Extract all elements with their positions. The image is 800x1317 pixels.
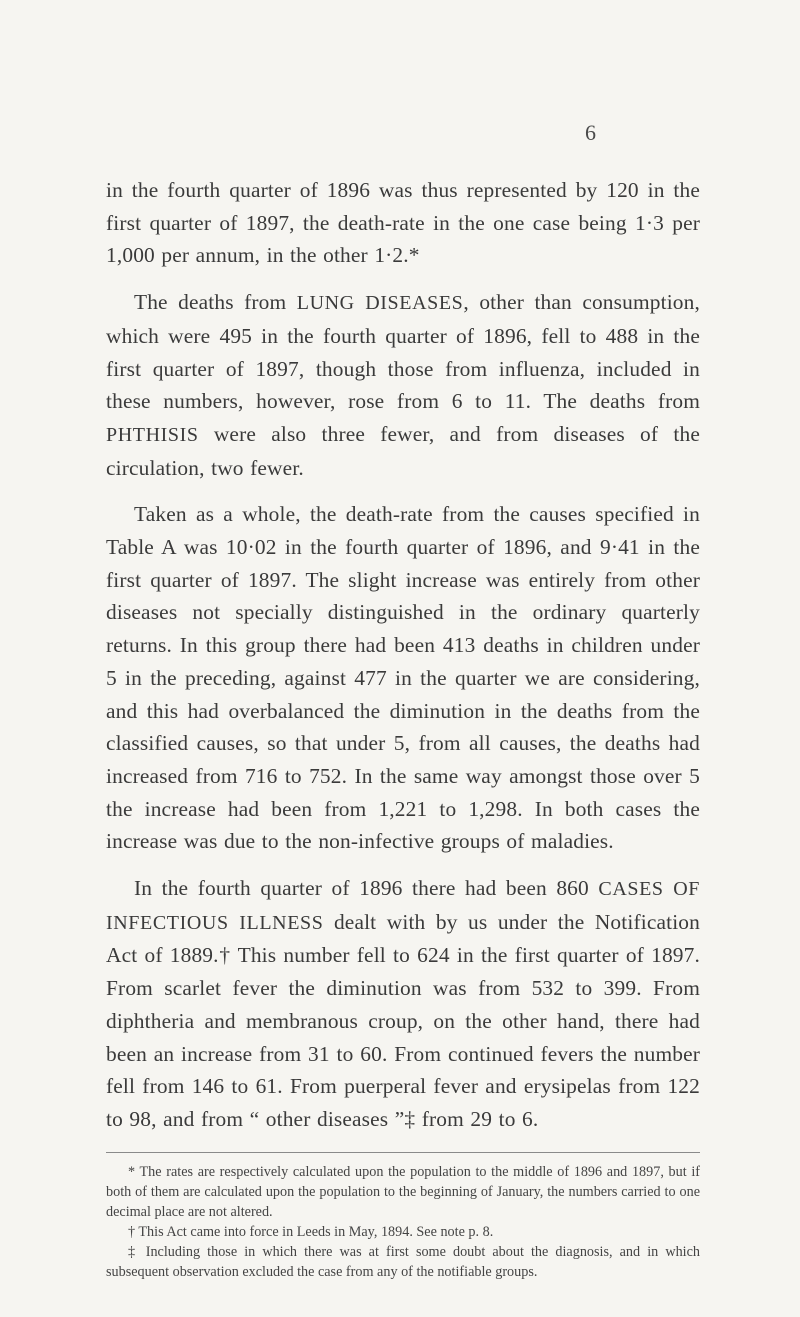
- paragraph-3: Taken as a whole, the death-rate from the causes specified in Table A was 10·02 in the fourth quarter of 1896, and 9·41 in the first quarter of 1897. The slight increase was entirely from other diseases not specially distinguished in the ordinary quarterly returns. In this group there had been 413 deaths in children under 5 in the preceding, against 477 in the quarter we are considering, and this had overbalanced the diminution in the deaths from the classified causes, so that under 5, from all causes, the deaths had increased from 716 to 752. In the same way amongst those over 5 the increase had been from 1,221 to 1,298. In both cases the increase was due to the non-infective groups of maladies.: [106, 502, 700, 854]
- heading-phthisis: PHTHISIS: [106, 423, 199, 446]
- paragraph-4-text-cont: dealt with by us under the Notification Act of 1889.† This number fell to 624 in the first quarter of 1897. From scarlet fever the diminution was from 532 to 399. From diphtheria and membranous croup, on the other hand, there had been an increase from 31 to 60. From continued fevers the number fell from 146 to 61. From puerperal fever and erysipelas from 122 to 98, and from “ other diseases ”‡ from 29 to 6.: [106, 909, 700, 1131]
- heading-infectious-illness: CASES OF INFECTIOUS ILLNESS: [106, 878, 700, 934]
- paragraph-4-text: In the fourth quarter of 1896 there had been 860: [134, 876, 599, 901]
- footnote-2: † This Act came into force in Leeds in May, 1894. See note p. 8.: [128, 1224, 494, 1240]
- body-text: [106, 174, 700, 1136]
- paragraph-2: [106, 286, 700, 484]
- heading-lung-diseases: LUNG DISEASES: [296, 292, 464, 315]
- paragraph-4: [106, 872, 700, 1136]
- footnote-1: * The rates are respectively calculated upon the population to the middle of 1896 and 1897, but if both of them are calculated upon the population to the beginning of January, the numbers carried to one decimal place are not altered.: [106, 1164, 700, 1220]
- footnote-3: ‡ Including those in which there was at first some doubt about the diagnosis, and in which subsequent observation excluded the case from any of the notifiable groups.: [106, 1244, 700, 1280]
- footnotes: [106, 1162, 700, 1282]
- paragraph-2-text: The deaths from: [134, 290, 297, 315]
- paragraph-1: in the fourth quarter of 1896 was thus represented by 120 in the first quarter of 1897, the death-rate in the one case being 1·3 per 1,000 per annum, in the other 1·2.*: [106, 178, 700, 268]
- paragraph-2-text-end: were also three fewer, and from diseases of the circulation, two fewer.: [106, 421, 700, 480]
- page-number: 6: [585, 120, 596, 145]
- footnote-divider: [106, 1152, 700, 1153]
- paragraph-2-text-cont: , other than consumption, which were 495 in the fourth quarter of 1896, fell to 488 in the first quarter of 1897, though those from influenza, included in these numbers, however, rose from 6 to 11. The deaths from: [106, 290, 700, 414]
